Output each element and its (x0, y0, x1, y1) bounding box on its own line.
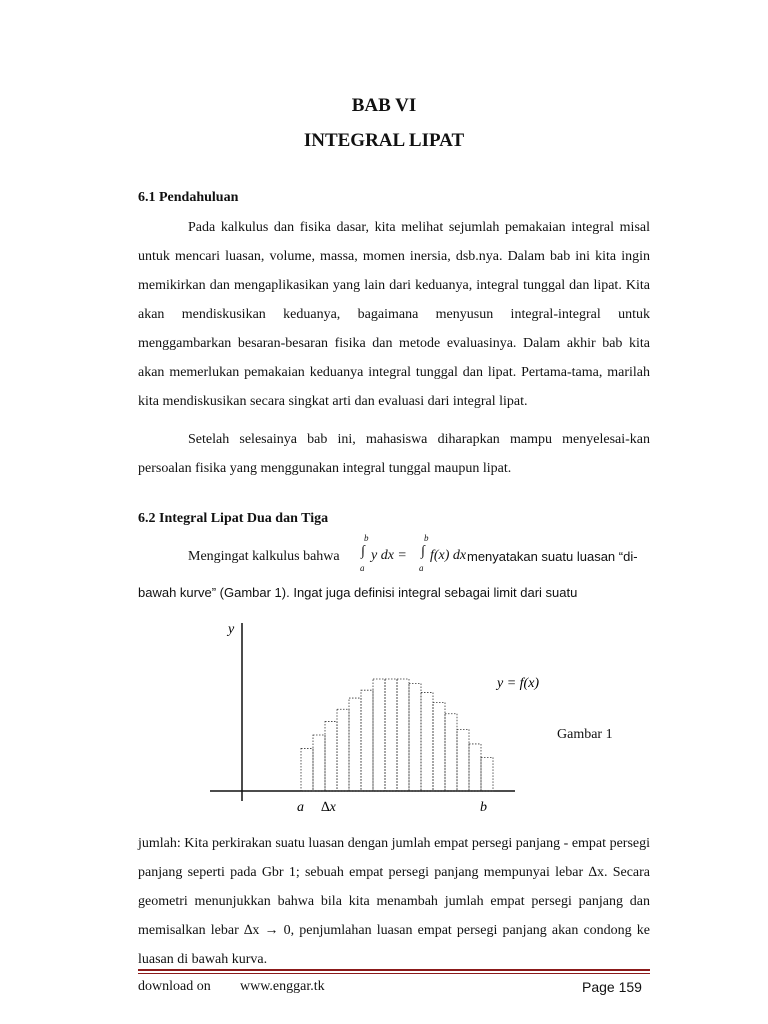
footer-rule-bottom (138, 973, 650, 974)
riemann-bar (421, 692, 433, 791)
footer-rule-top (138, 969, 650, 971)
x-label-a: a (297, 800, 304, 815)
x-label-b: b (480, 800, 487, 815)
riemann-bar (457, 729, 469, 791)
section-heading-6-1: 6.1 Pendahuluan (138, 190, 239, 205)
footer-download-label: download on (138, 979, 211, 994)
riemann-bars (301, 679, 493, 791)
riemann-bar (337, 709, 349, 791)
riemann-bar (481, 757, 493, 791)
eq-lower-limit-2: a (419, 563, 424, 573)
curve-label: y = f(x) (497, 676, 540, 691)
eq-rhs: f(x) dx (430, 548, 467, 563)
eq-upper-limit-2: b (424, 533, 429, 543)
riemann-bar (433, 703, 445, 791)
footer-page-number: Page 159 (582, 979, 642, 995)
paragraph-intro: Pada kalkulus dan fisika dasar, kita melihat sejumlah pemakaian integral misal untuk mencari luasan, volume, massa, momen inersia, dsb.nya. Dalam bab ini kita ingin memikirkan dan mengaplikasikan yang lain dari keduanya, integral tunggal dan lipat. Kita akan mendiskusikan keduanya, bagaimana menyusun integral-integral untuk menggambarkan besaran-besaran fisika dan metode evaluasinya. Dalam akhir bab kita akan memerlukan pemakaian keduanya integral tunggal dan lipat. Pertama-tama, marilah kita mendiskusikan secara singkat arti dan evaluasi dari integral lipat. (138, 220, 650, 409)
figure-1-riemann-sum (200, 615, 540, 825)
riemann-bar (325, 722, 337, 791)
riemann-bar (409, 683, 421, 791)
intro-text-after: menyatakan suatu luasan “di- (467, 549, 638, 564)
eq-lhs: y dx = (371, 548, 407, 563)
x-label-delta-x: ∆x (321, 800, 336, 815)
section-heading-6-2: 6.2 Integral Lipat Dua dan Tiga (138, 511, 329, 526)
integral-sign-icon: ∫ (361, 544, 365, 559)
riemann-bar (361, 690, 373, 791)
riemann-bar (469, 744, 481, 791)
riemann-bar (397, 679, 409, 791)
integral-sign-icon: ∫ (421, 544, 425, 559)
riemann-bar (373, 679, 385, 791)
y-axis-label: y (228, 622, 235, 637)
riemann-bar (301, 748, 313, 791)
paragraph-objective: Setelah selesainya bab ini, mahasiswa diharapkan mampu menyelesai-kan persoalan fisika yang menggunakan integral tunggal maupun lipat. (138, 432, 650, 476)
paragraph-riemann: jumlah: Kita perkirakan suatu luasan dengan jumlah empat persegi panjang - empat persegi panjang seperti pada Gbr 1; sebuah empat persegi panjang mempunyai lebar ∆x. Secara geometri menunjukkan bahwa bila kita menambah jumlah empat persegi panjang dan memisalkan lebar ∆x → 0, penjumlahan luasan empat persegi panjang akan condong ke luasan di bawah kurva. (138, 836, 650, 967)
eq-lower-limit-1: a (360, 563, 365, 573)
figure-caption: Gambar 1 (557, 727, 613, 742)
riemann-bar (313, 735, 325, 791)
chapter-label: BAB VI (351, 95, 417, 116)
eq-upper-limit-1: b (364, 533, 369, 543)
riemann-bar (445, 714, 457, 791)
riemann-bar (385, 679, 397, 791)
footer-site-link[interactable]: www.enggar.tk (240, 979, 325, 994)
intro-text-before: Mengingat kalkulus bahwa (188, 549, 340, 564)
chapter-title: INTEGRAL LIPAT (303, 130, 465, 151)
riemann-bar (349, 698, 361, 791)
intro-line-2: bawah kurve” (Gambar 1). Ingat juga definisi integral sebagai limit dari suatu (138, 585, 578, 600)
